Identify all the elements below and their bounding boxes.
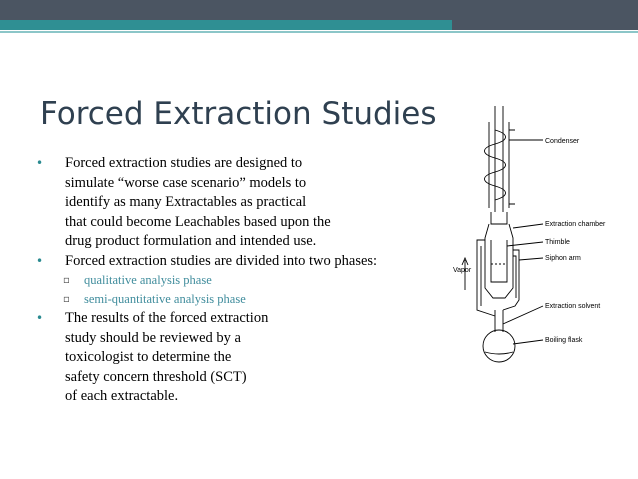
- vapor-arrow: [462, 258, 468, 290]
- leader-thimble: [507, 242, 543, 246]
- bullet-line: toxicologist to determine the: [65, 349, 232, 365]
- sub-bullet-qualitative: [36, 271, 446, 290]
- boiling-flask: [483, 330, 515, 362]
- flask-neck: [495, 310, 503, 332]
- joint: [491, 212, 507, 224]
- label-condenser: Condenser: [545, 138, 580, 145]
- header-band-dark-right: [452, 0, 638, 30]
- header-rule: [0, 31, 638, 33]
- label-thimble: Thimble: [545, 239, 570, 246]
- vapor-arm: [477, 240, 495, 316]
- bullet-marker: •: [36, 156, 44, 170]
- soxhlet-extractor-diagram: [451, 100, 613, 368]
- bullet-line: safety concern threshold (SCT): [65, 368, 247, 385]
- bullet-line: Forced extraction studies are divided into two phases:: [65, 252, 378, 269]
- bullet-line: study should be reviewed by a: [65, 329, 241, 346]
- soxhlet-svg: [451, 100, 613, 368]
- sub-bullet-marker: ▫: [63, 294, 70, 305]
- label-extraction-chamber: Extraction chamber: [545, 221, 606, 228]
- extraction-chamber: [485, 224, 513, 298]
- bullet-line: that could become Leachables based upon the: [65, 213, 331, 230]
- label-boiling-flask: Boiling flask: [545, 337, 583, 344]
- bullet-line: identify as many Extractables as practical: [65, 194, 307, 210]
- leader-boiling-flask: [513, 340, 543, 344]
- leader-extraction-chamber: [513, 224, 543, 228]
- bullet-marker: •: [36, 253, 44, 268]
- condenser-jacket: [489, 122, 509, 208]
- sub-bullet-text: qualitative analysis phase: [84, 273, 212, 287]
- solvent-level: [485, 352, 513, 354]
- thimble: [491, 240, 507, 282]
- bullet-list: [36, 154, 446, 407]
- sub-bullet-marker: ▫: [63, 275, 70, 286]
- leader-extraction-solvent: [503, 306, 543, 324]
- siphon-arm-inner: [513, 256, 516, 298]
- bullet-design: [36, 154, 446, 252]
- bullet-line: drug product formulation and intended use.: [65, 233, 317, 249]
- sub-bullet-text: semi-quantitative analysis phase: [84, 292, 246, 306]
- bullet-marker: •: [36, 311, 44, 325]
- slide-title: Forced Extraction Studies: [40, 96, 437, 132]
- bullet-line: Forced extraction studies are designed to: [65, 155, 303, 171]
- label-extraction-solvent: Extraction solvent: [545, 303, 601, 310]
- bullet-line: simulate “worse case scenario” models to: [65, 174, 307, 191]
- bullet-line: of each extractable.: [65, 388, 179, 404]
- bullet-results: [36, 309, 446, 407]
- bullet-phases: [36, 252, 446, 272]
- sub-bullet-semi-quantitative: [36, 290, 446, 309]
- leader-siphon-arm: [519, 258, 543, 260]
- label-vapor: Vapor: [453, 267, 472, 274]
- label-siphon-arm: Siphon arm: [545, 255, 581, 262]
- bullet-line: The results of the forced extraction: [65, 310, 269, 326]
- condenser-inlet: [509, 130, 515, 204]
- siphon-arm: [503, 250, 519, 310]
